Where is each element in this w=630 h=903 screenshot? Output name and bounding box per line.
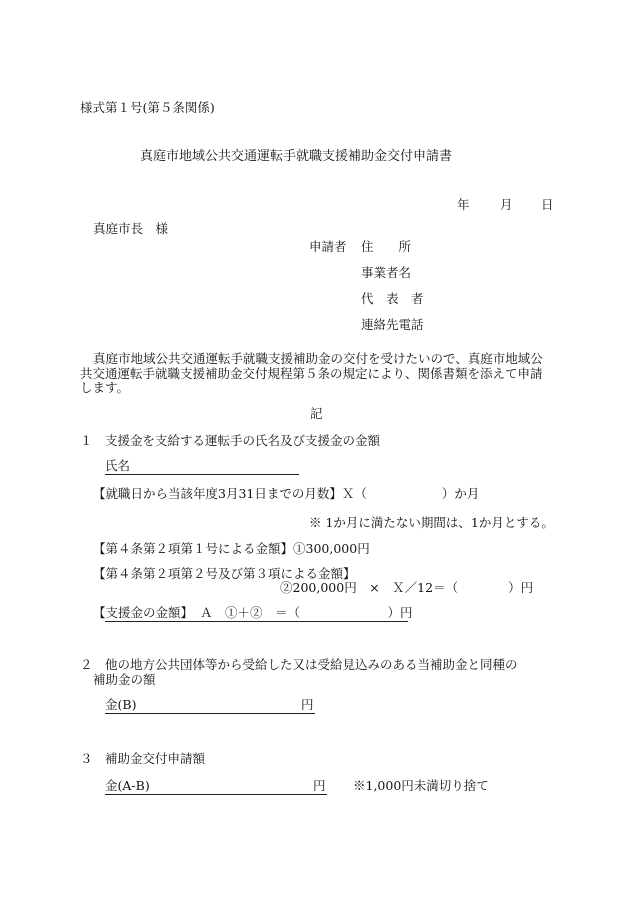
- section3-amount-line: [105, 778, 327, 795]
- applicant-phone-label: 連絡先電話: [361, 317, 424, 332]
- date-year: 年: [457, 197, 470, 212]
- date-month: 月: [500, 197, 513, 212]
- name-field: [105, 458, 299, 474]
- section2-amount-line: [105, 697, 315, 714]
- amount-item1: 【第４条第２項第１号による金額】①300,000円: [93, 541, 370, 556]
- section3-amount-label: 金(A-B): [105, 778, 150, 793]
- ki-marker: 記: [310, 406, 323, 421]
- section2-heading-cont: 補助金の額: [93, 672, 156, 687]
- amount-item2-label: 【第４条第２項第２号及び第３項による金額】: [93, 566, 356, 581]
- applicant-address-label: 住 所: [361, 239, 412, 254]
- name-underline: [105, 474, 299, 475]
- section1-heading: １ 支援金を支給する運転手の氏名及び支援金の金額: [80, 433, 381, 448]
- form-id: 様式第１号(第５条関係): [80, 100, 215, 115]
- name-label: 氏名: [105, 458, 131, 473]
- total-calc: Ａ ①＋② ＝（ ）円: [200, 605, 413, 620]
- section3-note: ※1,000円未満切り捨て: [353, 778, 489, 793]
- months-note: ※ 1か月に満たない期間は、1か月とする。: [309, 515, 554, 530]
- section3-heading: ３ 補助金交付申請額: [80, 751, 206, 766]
- amount-item2-calc: ②200,000円 × Ｘ／12＝（ ）円: [280, 580, 534, 595]
- section3-unit: 円: [313, 778, 326, 793]
- applicant-business-label: 事業者名: [361, 265, 412, 280]
- section2-amount-label: 金(B): [105, 697, 137, 712]
- months-line: 【就職日から当該年度3月31日までの月数】Ｘ（ ）か月: [93, 486, 480, 501]
- document-title: 真庭市地域公共交通運転手就職支援補助金交付申請書: [140, 149, 453, 164]
- section2-heading: ２ 他の地方公共団体等から受給した又は受給見込みのある当補助金と同種の: [80, 657, 518, 672]
- applicant-label: 申請者: [309, 239, 347, 254]
- date-day: 日: [541, 197, 554, 212]
- total-label: 【支援金の金額】: [93, 605, 194, 620]
- applicant-representative-label: 代 表 者: [361, 291, 424, 306]
- addressee: 真庭市長 様: [93, 221, 169, 236]
- body-text: 真庭市地域公共交通運転手就職支援補助金の交付を受けたいので、真庭市地域公共交通運転手就職支援補助金交付規程第５条の規定により、関係書類を添えて申請します。: [80, 351, 543, 395]
- section2-unit: 円: [301, 697, 314, 712]
- total-line: [93, 605, 413, 622]
